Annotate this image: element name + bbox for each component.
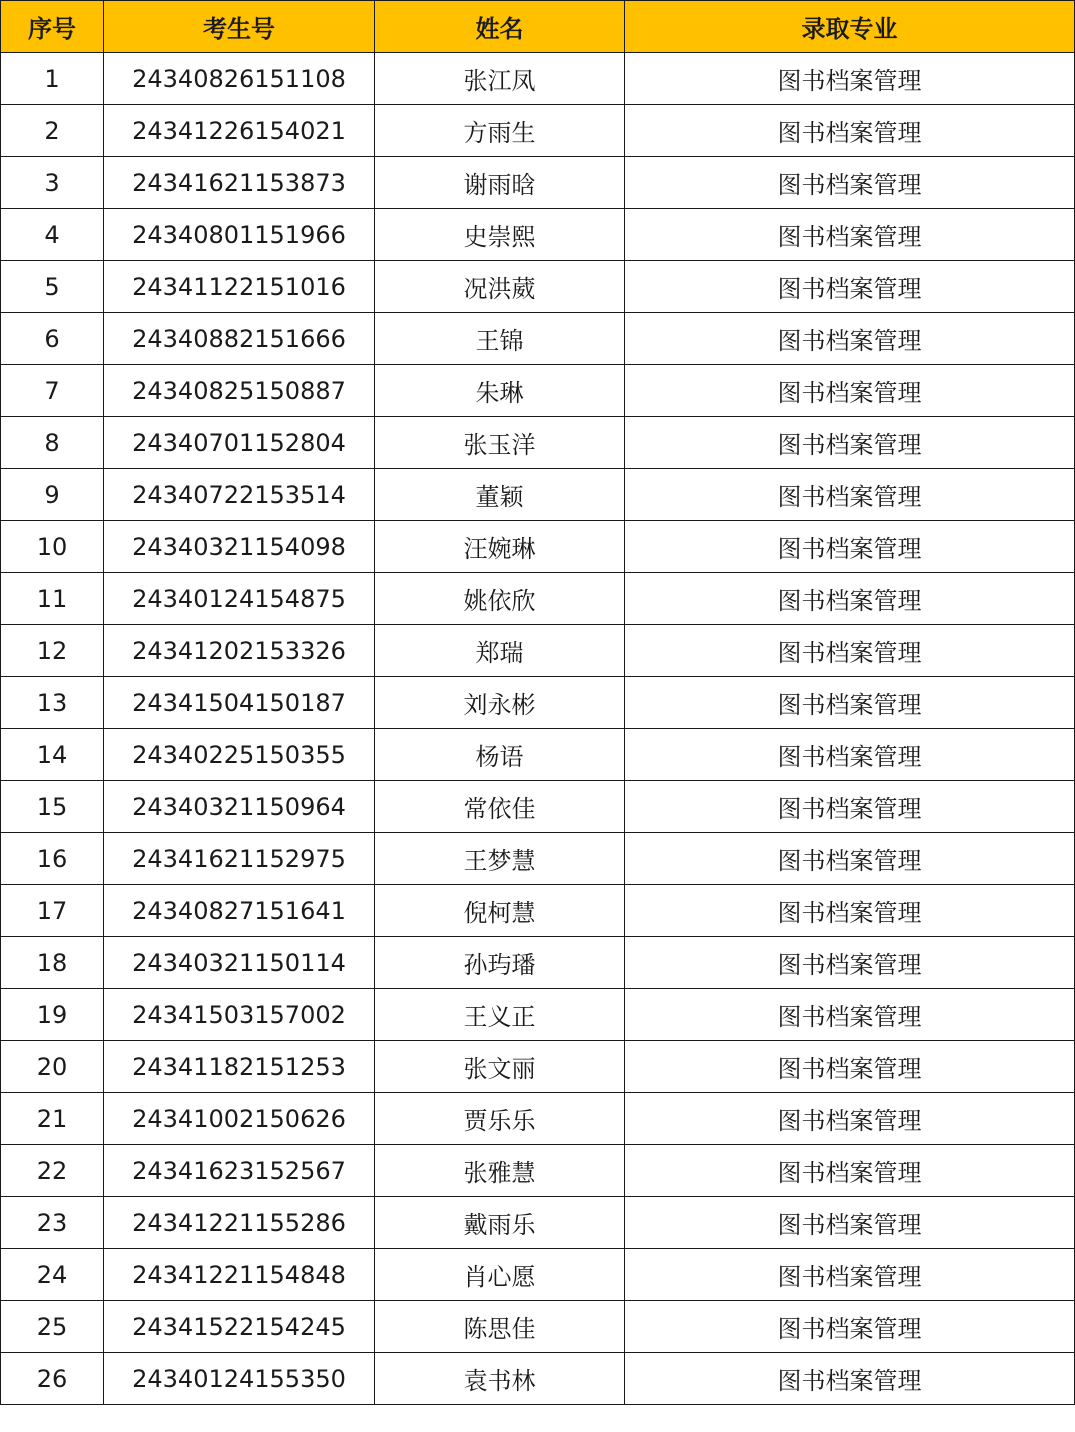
cell-major: 图书档案管理 [625, 573, 1075, 625]
cell-exam-no: 24341621153873 [104, 157, 375, 209]
cell-exam-no: 24341623152567 [104, 1145, 375, 1197]
table-row [1, 1249, 1075, 1301]
cell-seq: 12 [1, 625, 104, 677]
cell-seq: 13 [1, 677, 104, 729]
table-row [1, 677, 1075, 729]
cell-name: 肖心愿 [375, 1249, 625, 1301]
cell-major: 图书档案管理 [625, 1041, 1075, 1093]
table-row [1, 521, 1075, 573]
cell-name: 方雨生 [375, 105, 625, 157]
cell-seq: 15 [1, 781, 104, 833]
cell-name: 张江凤 [375, 53, 625, 105]
header-seq: 序号 [1, 1, 104, 53]
cell-major: 图书档案管理 [625, 781, 1075, 833]
cell-exam-no: 24341202153326 [104, 625, 375, 677]
table-row [1, 365, 1075, 417]
cell-major: 图书档案管理 [625, 1145, 1075, 1197]
cell-seq: 24 [1, 1249, 104, 1301]
cell-seq: 5 [1, 261, 104, 313]
cell-exam-no: 24341522154245 [104, 1301, 375, 1353]
cell-name: 张雅慧 [375, 1145, 625, 1197]
cell-major: 图书档案管理 [625, 937, 1075, 989]
cell-seq: 18 [1, 937, 104, 989]
table-row [1, 53, 1075, 105]
cell-seq: 22 [1, 1145, 104, 1197]
cell-seq: 4 [1, 209, 104, 261]
cell-seq: 7 [1, 365, 104, 417]
cell-major: 图书档案管理 [625, 885, 1075, 937]
cell-major: 图书档案管理 [625, 417, 1075, 469]
cell-exam-no: 24340827151641 [104, 885, 375, 937]
cell-name: 张玉洋 [375, 417, 625, 469]
cell-name: 姚依欣 [375, 573, 625, 625]
cell-exam-no: 24341122151016 [104, 261, 375, 313]
table-row [1, 833, 1075, 885]
table-row [1, 885, 1075, 937]
cell-exam-no: 24341002150626 [104, 1093, 375, 1145]
header-major: 录取专业 [625, 1, 1075, 53]
cell-exam-no: 24341182151253 [104, 1041, 375, 1093]
cell-name: 汪婉琳 [375, 521, 625, 573]
header-name: 姓名 [375, 1, 625, 53]
cell-seq: 1 [1, 53, 104, 105]
cell-exam-no: 24340321150964 [104, 781, 375, 833]
cell-name: 王梦慧 [375, 833, 625, 885]
cell-major: 图书档案管理 [625, 365, 1075, 417]
cell-name: 杨语 [375, 729, 625, 781]
cell-seq: 20 [1, 1041, 104, 1093]
cell-major: 图书档案管理 [625, 1353, 1075, 1405]
cell-exam-no: 24340826151108 [104, 53, 375, 105]
cell-seq: 23 [1, 1197, 104, 1249]
cell-exam-no: 24341221154848 [104, 1249, 375, 1301]
cell-name: 倪柯慧 [375, 885, 625, 937]
cell-exam-no: 24341621152975 [104, 833, 375, 885]
cell-exam-no: 24340124155350 [104, 1353, 375, 1405]
table-row [1, 1145, 1075, 1197]
cell-exam-no: 24341226154021 [104, 105, 375, 157]
cell-name: 贾乐乐 [375, 1093, 625, 1145]
cell-major: 图书档案管理 [625, 209, 1075, 261]
cell-name: 朱琳 [375, 365, 625, 417]
cell-seq: 26 [1, 1353, 104, 1405]
cell-major: 图书档案管理 [625, 989, 1075, 1041]
cell-name: 陈思佳 [375, 1301, 625, 1353]
cell-major: 图书档案管理 [625, 1249, 1075, 1301]
cell-seq: 21 [1, 1093, 104, 1145]
cell-major: 图书档案管理 [625, 1301, 1075, 1353]
cell-major: 图书档案管理 [625, 469, 1075, 521]
table-row [1, 1301, 1075, 1353]
cell-name: 常依佳 [375, 781, 625, 833]
cell-seq: 3 [1, 157, 104, 209]
table-row [1, 781, 1075, 833]
cell-name: 戴雨乐 [375, 1197, 625, 1249]
cell-major: 图书档案管理 [625, 1093, 1075, 1145]
cell-major: 图书档案管理 [625, 261, 1075, 313]
cell-exam-no: 24340701152804 [104, 417, 375, 469]
table-header [1, 1, 1075, 53]
table-row [1, 989, 1075, 1041]
cell-seq: 25 [1, 1301, 104, 1353]
cell-exam-no: 24341221155286 [104, 1197, 375, 1249]
cell-major: 图书档案管理 [625, 157, 1075, 209]
cell-exam-no: 24340801151966 [104, 209, 375, 261]
cell-seq: 11 [1, 573, 104, 625]
cell-name: 董颖 [375, 469, 625, 521]
cell-seq: 19 [1, 989, 104, 1041]
cell-exam-no: 24340225150355 [104, 729, 375, 781]
table-row [1, 729, 1075, 781]
header-exam-no: 考生号 [104, 1, 375, 53]
table-row [1, 1353, 1075, 1405]
cell-name: 刘永彬 [375, 677, 625, 729]
cell-exam-no: 24340321150114 [104, 937, 375, 989]
cell-exam-no: 24341503157002 [104, 989, 375, 1041]
cell-exam-no: 24340722153514 [104, 469, 375, 521]
cell-name: 史崇熙 [375, 209, 625, 261]
cell-name: 王义正 [375, 989, 625, 1041]
cell-name: 况洪葳 [375, 261, 625, 313]
table-row [1, 937, 1075, 989]
cell-exam-no: 24340321154098 [104, 521, 375, 573]
table-row [1, 469, 1075, 521]
cell-exam-no: 24340882151666 [104, 313, 375, 365]
cell-major: 图书档案管理 [625, 53, 1075, 105]
table-row [1, 573, 1075, 625]
cell-seq: 16 [1, 833, 104, 885]
cell-seq: 10 [1, 521, 104, 573]
cell-seq: 14 [1, 729, 104, 781]
cell-seq: 2 [1, 105, 104, 157]
table-row [1, 1041, 1075, 1093]
table-body [1, 53, 1075, 1405]
cell-seq: 9 [1, 469, 104, 521]
cell-name: 谢雨晗 [375, 157, 625, 209]
cell-seq: 8 [1, 417, 104, 469]
table-row [1, 417, 1075, 469]
cell-major: 图书档案管理 [625, 1197, 1075, 1249]
cell-exam-no: 24341504150187 [104, 677, 375, 729]
table-row [1, 209, 1075, 261]
cell-exam-no: 24340825150887 [104, 365, 375, 417]
table-row [1, 157, 1075, 209]
cell-name: 王锦 [375, 313, 625, 365]
cell-major: 图书档案管理 [625, 625, 1075, 677]
cell-name: 郑瑞 [375, 625, 625, 677]
cell-major: 图书档案管理 [625, 833, 1075, 885]
cell-seq: 17 [1, 885, 104, 937]
table-row [1, 105, 1075, 157]
cell-name: 袁书林 [375, 1353, 625, 1405]
cell-major: 图书档案管理 [625, 313, 1075, 365]
table-row [1, 1197, 1075, 1249]
table-row [1, 625, 1075, 677]
table-row [1, 1093, 1075, 1145]
cell-seq: 6 [1, 313, 104, 365]
cell-name: 孙玙璠 [375, 937, 625, 989]
cell-exam-no: 24340124154875 [104, 573, 375, 625]
cell-major: 图书档案管理 [625, 729, 1075, 781]
cell-name: 张文丽 [375, 1041, 625, 1093]
cell-major: 图书档案管理 [625, 521, 1075, 573]
cell-major: 图书档案管理 [625, 105, 1075, 157]
header-row [1, 1, 1075, 53]
table-row [1, 313, 1075, 365]
table-row [1, 261, 1075, 313]
cell-major: 图书档案管理 [625, 677, 1075, 729]
